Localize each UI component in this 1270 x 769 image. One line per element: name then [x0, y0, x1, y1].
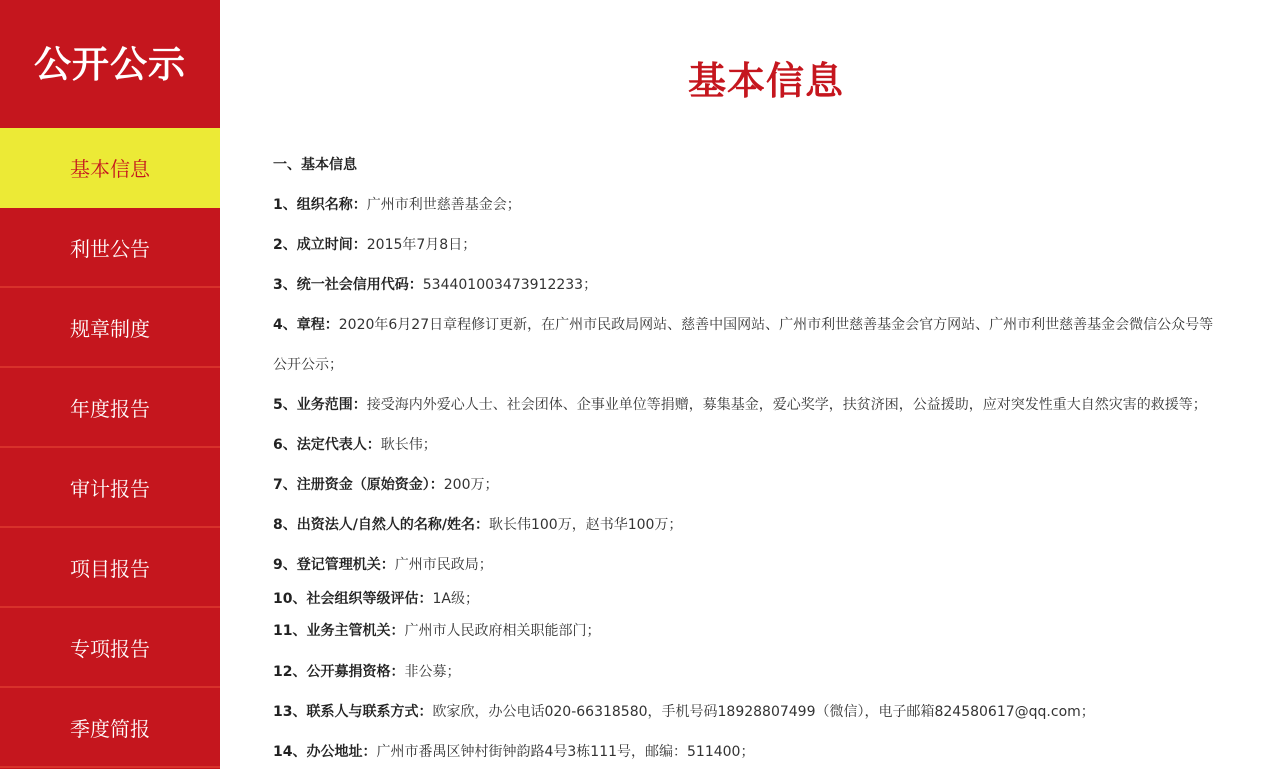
info-key: 14、办公地址：	[273, 744, 377, 760]
info-key: 10、社会组织等级评估：	[273, 591, 433, 607]
info-row-credit-code	[273, 274, 597, 294]
info-row-office-address	[273, 741, 754, 761]
info-value: 2020年6月27日章程修订更新，在广州市民政局网站、慈善中国网站、广州市利世慈善基金会官方网站、广州市利世慈善基金会微信公众号等	[338, 317, 1214, 333]
info-key: 7、注册资金（原始资金）：	[273, 477, 444, 493]
info-row-contact	[273, 701, 1095, 721]
info-value: 广州市利世慈善基金会；	[366, 197, 521, 213]
info-key: 6、法定代表人：	[273, 437, 381, 453]
info-row-investors	[273, 514, 682, 534]
info-key: 12、公开募捐资格：	[273, 664, 405, 680]
info-key: 3、统一社会信用代码：	[273, 277, 423, 293]
main-content	[220, 0, 1270, 769]
info-value: 广州市番禺区钟村街钟韵路4号3栋111号，邮编：511400；	[376, 744, 755, 760]
sidebar-item-quarterly-briefs[interactable]: 季度简报	[0, 688, 220, 768]
info-value: 1A级；	[432, 591, 479, 607]
sidebar-item-regulations[interactable]: 规章制度	[0, 288, 220, 368]
info-row-supervising-authority	[273, 620, 600, 640]
info-row-fundraising-qualification	[273, 661, 460, 681]
info-row-legal-rep	[273, 434, 437, 454]
sidebar-item-special-reports[interactable]: 专项报告	[0, 608, 220, 688]
info-key: 4、章程：	[273, 317, 339, 333]
info-value: 200万；	[443, 477, 499, 493]
info-key: 8、出资法人/自然人的名称/姓名：	[273, 517, 489, 533]
info-value: 2015年7月8日；	[366, 237, 477, 253]
info-value: 耿长伟100万，赵书华100万；	[488, 517, 683, 533]
sidebar-item-announcements[interactable]: 利世公告	[0, 208, 220, 288]
info-value: 非公募；	[404, 664, 461, 680]
info-row-charter	[273, 314, 1213, 334]
sidebar-item-audit-reports[interactable]: 审计报告	[0, 448, 220, 528]
info-value: 广州市人民政府相关职能部门；	[404, 623, 601, 639]
info-row-registered-capital	[273, 474, 498, 494]
info-value: 534401003473912233；	[422, 277, 598, 293]
info-row-rating	[273, 588, 479, 608]
info-key: 1、组织名称：	[273, 197, 367, 213]
info-row-org-name	[273, 194, 521, 214]
section-heading: 一、基本信息	[273, 157, 357, 173]
sidebar-item-project-reports[interactable]: 项目报告	[0, 528, 220, 608]
sidebar-item-basic-info[interactable]: 基本信息	[0, 128, 220, 208]
info-key: 5、业务范围：	[273, 397, 367, 413]
info-key: 2、成立时间：	[273, 237, 367, 253]
info-row-charter-continued: 公开公示；	[273, 357, 343, 373]
info-value: 欧家欣，办公电话020-66318580，手机号码18928807499（微信），电子邮箱824580617@qq.com；	[432, 704, 1095, 720]
info-value: 广州市民政局；	[394, 557, 493, 573]
info-row-founding-date	[273, 234, 476, 254]
sidebar-title: 公开公示	[34, 43, 186, 86]
info-key: 13、联系人与联系方式：	[273, 704, 433, 720]
sidebar	[0, 0, 220, 769]
info-row-business-scope	[273, 394, 1207, 414]
info-row-registration-authority	[273, 554, 493, 574]
info-value: 耿长伟；	[380, 437, 437, 453]
sidebar-item-annual-reports[interactable]: 年度报告	[0, 368, 220, 448]
info-value: 接受海内外爱心人士、社会团体、企事业单位等捐赠，募集基金，爱心奖学，扶贫济困，公益援助，应对突发性重大自然灾害的救援等；	[366, 397, 1207, 413]
info-key: 9、登记管理机关：	[273, 557, 395, 573]
info-key: 11、业务主管机关：	[273, 623, 405, 639]
page-title: 基本信息	[687, 59, 844, 103]
